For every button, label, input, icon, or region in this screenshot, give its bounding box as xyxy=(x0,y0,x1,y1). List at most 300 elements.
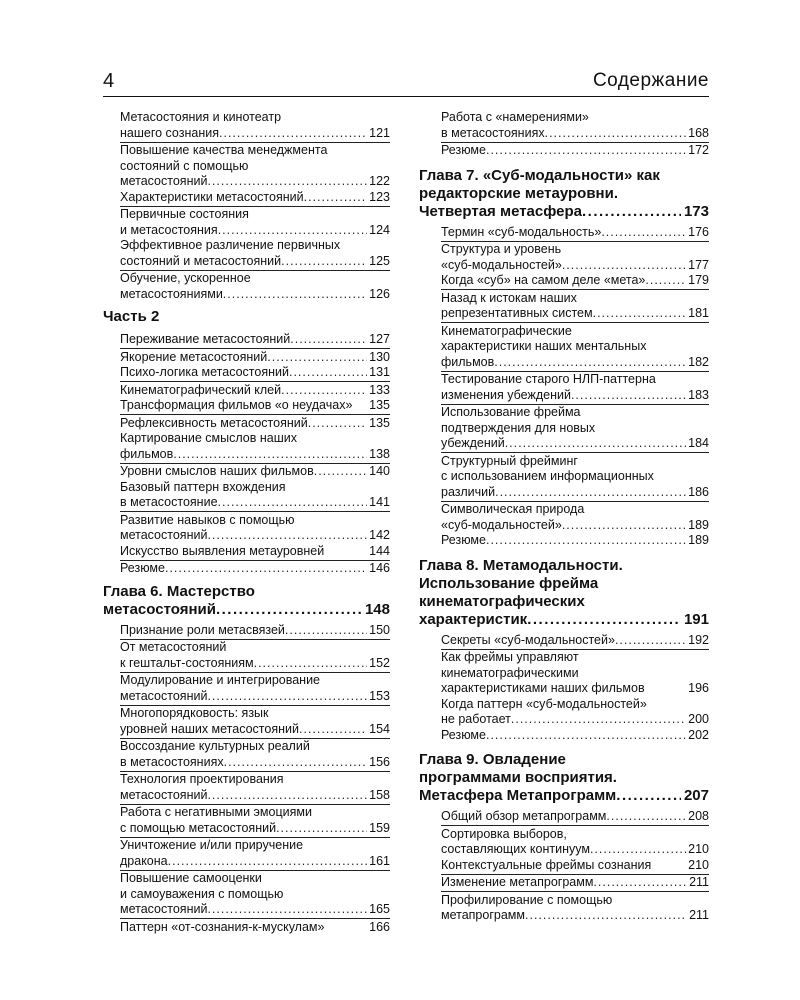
page-number-ref: 189 xyxy=(688,533,709,547)
entry-title-line: Контекстуальные фреймы сознания xyxy=(441,857,652,872)
toc-entry[interactable] xyxy=(103,739,390,770)
toc-entry[interactable] xyxy=(419,633,709,649)
entry-title-line: метасостояний xyxy=(120,688,208,703)
chapter-last-line xyxy=(419,787,709,805)
toc-entry[interactable] xyxy=(103,513,390,544)
page-number-ref: 168 xyxy=(688,125,709,140)
entry-last-line xyxy=(120,854,390,870)
toc-entry[interactable] xyxy=(419,372,709,403)
chapter-title-line: характеристик xyxy=(419,610,528,628)
page-number-ref: 172 xyxy=(688,143,709,157)
entry-title-line: не работает xyxy=(441,712,511,726)
entry-title-line: Характеристики метасостояний xyxy=(120,189,304,204)
chapter-title-line: Глава 6. Мастерство xyxy=(103,582,255,600)
page-number: 4 xyxy=(103,70,115,92)
entry-title-line: состояний с помощью xyxy=(120,158,249,173)
page-number-ref: 135 xyxy=(369,398,390,412)
entry-last-line xyxy=(441,875,709,891)
entry-last-line xyxy=(120,722,390,738)
toc-entry[interactable] xyxy=(419,827,709,858)
toc-entry[interactable] xyxy=(103,431,390,462)
chapter-last-line xyxy=(419,611,709,629)
toc-entry[interactable] xyxy=(419,809,709,825)
dot-leader xyxy=(299,722,367,738)
chapter-heading[interactable] xyxy=(419,167,709,221)
toc-entry[interactable] xyxy=(103,110,390,141)
entry-title-line: метасостояний xyxy=(120,787,208,802)
toc-entry[interactable] xyxy=(103,706,390,737)
chapter-last-line xyxy=(419,203,709,221)
chapter-title-line: программами восприятия. xyxy=(419,769,617,786)
entry-last-line xyxy=(120,464,390,480)
entry-title-line: в метасостояниях xyxy=(120,754,224,769)
entry-title-line: Модулирование и интегрирование xyxy=(120,673,321,687)
entry-last-line xyxy=(120,223,390,239)
entry-last-line xyxy=(120,495,390,511)
entry-title-line: Метасостояния и кинотеатр xyxy=(120,110,282,124)
page-number-ref: 140 xyxy=(369,464,390,478)
entry-title-line: Изменение метапрограмм xyxy=(441,875,594,889)
page-number-ref: 196 xyxy=(688,681,709,695)
page-number-ref: 138 xyxy=(369,446,390,461)
toc-entry[interactable] xyxy=(103,920,390,936)
page-number-ref: 156 xyxy=(369,754,390,769)
toc-entry[interactable] xyxy=(103,332,390,348)
part-heading: Часть 2 xyxy=(103,308,160,325)
toc-entry[interactable] xyxy=(103,190,390,206)
page-number-ref: 189 xyxy=(688,517,709,532)
page-number-ref: 177 xyxy=(688,257,709,272)
page-number-ref: 210 xyxy=(688,842,709,856)
toc-entry[interactable] xyxy=(419,143,709,159)
chapter-heading[interactable] xyxy=(419,751,709,805)
toc-entry[interactable] xyxy=(419,650,709,697)
dot-leader xyxy=(281,383,367,399)
dot-leader xyxy=(224,755,368,771)
toc-entry[interactable] xyxy=(419,697,709,728)
dot-leader xyxy=(207,689,367,705)
entry-title-line: Уничтожение и/или приручение xyxy=(120,838,304,852)
dot-leader xyxy=(606,809,686,825)
entry-last-line xyxy=(441,908,709,924)
page-number-ref: 208 xyxy=(688,809,709,823)
entry-title-line: Искусство выявления метауровней xyxy=(120,543,325,558)
entry-title-line: Когда паттерн «суб-модальностей» xyxy=(441,696,647,711)
entry-title-line: Базовый паттерн вхождения xyxy=(120,479,286,494)
page-number-ref: 141 xyxy=(369,495,390,509)
dot-leader xyxy=(304,190,368,206)
page-number-ref: 121 xyxy=(369,125,390,140)
entry-last-line xyxy=(120,656,390,672)
page-number-ref: 211 xyxy=(689,908,709,922)
dot-leader xyxy=(571,388,686,404)
entry-last-line xyxy=(120,126,390,142)
page-number-ref: 161 xyxy=(369,853,390,868)
entry-last-line xyxy=(441,225,709,241)
toc-entry[interactable] xyxy=(103,271,390,302)
entry-last-line xyxy=(120,350,390,366)
dot-leader xyxy=(276,821,367,837)
running-title: Содержание xyxy=(592,70,709,91)
toc-entry[interactable] xyxy=(103,673,390,704)
dot-leader xyxy=(207,788,367,804)
toc-entry[interactable] xyxy=(103,838,390,869)
entry-title-line: с использованием информационных xyxy=(441,469,654,483)
page-number-ref: 166 xyxy=(369,919,390,934)
entry-title-line: подтверждения для новых xyxy=(441,420,596,435)
dot-leader xyxy=(289,365,367,381)
entry-title-line: Использование фрейма xyxy=(441,405,581,419)
entry-last-line xyxy=(120,416,390,432)
entry-title-line: Рефлексивность метасостояний xyxy=(120,415,308,430)
page-number-ref: 200 xyxy=(688,712,709,726)
entry-last-line xyxy=(441,436,709,452)
dot-leader xyxy=(219,126,367,142)
dot-leader xyxy=(308,416,367,432)
toc-entry[interactable] xyxy=(419,858,709,874)
page-number-ref: 133 xyxy=(369,382,390,397)
entry-title-line: в метасостояние xyxy=(120,495,218,509)
entry-title-line: Признание роли метасвязей xyxy=(120,622,285,637)
entry-last-line xyxy=(120,398,390,414)
toc-entry[interactable] xyxy=(103,544,390,560)
entry-title-line: Повышение самооценки xyxy=(120,871,262,885)
toc-entry[interactable] xyxy=(103,805,390,836)
toc-entry[interactable] xyxy=(103,383,390,399)
entry-last-line xyxy=(441,518,709,534)
toc-entry[interactable] xyxy=(103,464,390,480)
toc-entry[interactable] xyxy=(103,207,390,238)
chapter-title-line: Четвертая метасфера xyxy=(419,202,583,220)
entry-last-line xyxy=(441,388,709,404)
entry-title-line: характеристиками наших фильмов xyxy=(441,681,645,695)
entry-title-line: Многопорядковость: язык xyxy=(120,706,269,720)
toc-entry[interactable] xyxy=(103,416,390,432)
page-number-ref: 184 xyxy=(688,436,709,450)
page-number-ref: 186 xyxy=(688,484,709,499)
entry-title-line: Кинематографический клей xyxy=(120,382,282,397)
dot-leader xyxy=(486,533,686,549)
entry-title-line: Сортировка выборов, xyxy=(441,826,567,841)
dot-leader xyxy=(511,712,686,728)
entry-last-line xyxy=(441,809,709,825)
entry-last-line xyxy=(120,528,390,544)
entry-last-line xyxy=(120,174,390,190)
toc-entry[interactable] xyxy=(103,871,390,918)
entry-title-line: Уровни смыслов наших фильмов xyxy=(120,464,314,478)
entry-last-line xyxy=(120,383,390,399)
toc-entry[interactable] xyxy=(103,623,390,639)
entry-title-line: к гештальт-состояниям xyxy=(120,655,254,670)
entry-last-line xyxy=(120,254,390,270)
page-number-ref: 182 xyxy=(688,354,709,369)
page-number-ref: 127 xyxy=(369,332,390,346)
dot-leader xyxy=(562,518,686,534)
page-number-ref: 152 xyxy=(369,655,390,670)
toc-entry[interactable] xyxy=(419,728,709,744)
toc-entry[interactable] xyxy=(419,502,709,533)
entry-last-line xyxy=(441,533,709,549)
entry-title-line: с помощью метасостояний xyxy=(120,820,277,835)
entry-last-line xyxy=(120,190,390,206)
entry-title-line: Резюме xyxy=(120,561,165,575)
page-number-ref: 154 xyxy=(369,721,390,736)
entry-title-line: Работа с негативными эмоциями xyxy=(120,805,312,819)
toc-left-column xyxy=(103,110,390,935)
page-number-ref: 192 xyxy=(688,632,709,647)
entry-title-line: Якорение метасостояний xyxy=(120,349,268,364)
dot-leader xyxy=(593,306,687,322)
entry-last-line xyxy=(120,365,390,381)
entry-title-line: Термин «суб-модальность» xyxy=(441,224,602,239)
entry-title-line: Психо-логика метасостояний xyxy=(120,365,289,379)
entry-title-line: состояний и метасостояний xyxy=(120,253,282,268)
page-number-ref: 124 xyxy=(369,222,390,237)
page-number-ref: 173 xyxy=(683,202,709,220)
entry-title-line: Структурный фрейминг xyxy=(441,453,578,468)
entry-last-line xyxy=(120,623,390,639)
dot-leader xyxy=(173,447,367,463)
chapter-last-line xyxy=(103,601,390,619)
entry-last-line xyxy=(120,920,390,936)
entry-title-line: различий xyxy=(441,484,496,499)
entry-title-line: метапрограмм xyxy=(441,908,525,922)
entry-title-line: нашего сознания xyxy=(120,125,219,140)
entry-title-line: и метасостояния xyxy=(120,222,218,237)
entry-title-line: Первичные состояния xyxy=(120,207,249,221)
entry-last-line xyxy=(120,561,390,577)
toc-entry[interactable] xyxy=(419,454,709,501)
dot-leader xyxy=(207,902,367,918)
entry-title-line: Резюме xyxy=(441,533,486,547)
entry-title-line: Профилирование с помощью xyxy=(441,892,613,907)
dot-leader xyxy=(562,258,686,274)
entry-title-line: метасостояний xyxy=(120,528,208,542)
entry-title-line: дракона xyxy=(120,853,168,868)
dot-leader xyxy=(216,601,362,619)
toc-entry[interactable] xyxy=(103,398,390,414)
entry-title-line: Работа с «намерениями» xyxy=(441,110,589,124)
page-number-ref: 176 xyxy=(688,224,709,239)
entry-last-line xyxy=(441,681,709,697)
dot-leader xyxy=(285,623,367,639)
entry-title-line: характеристики наших ментальных xyxy=(441,339,647,353)
entry-title-line: Трансформация фильмов «о неудачах» xyxy=(120,398,353,412)
entry-title-line: метасостояний xyxy=(120,902,208,916)
dot-leader xyxy=(616,787,681,805)
entry-title-line: Структура и уровень xyxy=(441,242,562,256)
dot-leader xyxy=(254,656,368,672)
dot-leader xyxy=(223,287,367,303)
entry-last-line xyxy=(120,332,390,348)
page-number-ref: 158 xyxy=(369,787,390,802)
entry-title-line: и самоуважения с помощью xyxy=(120,886,284,901)
entry-title-line: составляющих континуум xyxy=(441,842,590,856)
page-number-ref: 207 xyxy=(683,787,709,804)
toc-entry[interactable] xyxy=(103,480,390,511)
entry-title-line: Когда «суб» на самом деле «мета» xyxy=(441,273,646,287)
entry-title-line: Воссоздание культурных реалий xyxy=(120,739,310,753)
page-number-ref: 135 xyxy=(369,415,390,430)
entry-last-line xyxy=(441,728,709,744)
toc-entry[interactable] xyxy=(419,533,709,549)
dot-leader xyxy=(494,355,686,371)
page-number-ref: 210 xyxy=(688,857,709,872)
dot-leader xyxy=(525,908,687,924)
page-number-ref: 125 xyxy=(369,253,390,268)
entry-last-line xyxy=(120,689,390,705)
entry-title-line: Секреты «суб-модальностей» xyxy=(441,632,615,647)
toc-entry[interactable] xyxy=(103,772,390,803)
entry-title-line: Обучение, ускоренное xyxy=(120,271,251,285)
entry-title-line: убеждений xyxy=(441,436,505,450)
entry-last-line xyxy=(441,306,709,322)
page-number-ref: 165 xyxy=(369,902,390,916)
toc-entry[interactable] xyxy=(419,324,709,371)
entry-title-line: изменения убеждений xyxy=(441,387,571,402)
entry-title-line: Назад к истокам наших xyxy=(441,290,577,305)
entry-last-line xyxy=(441,842,709,858)
dot-leader xyxy=(207,528,367,544)
entry-last-line xyxy=(120,755,390,771)
toc-entry[interactable] xyxy=(419,893,709,924)
entry-title-line: метасостояниями xyxy=(120,286,223,301)
page-number-ref: 122 xyxy=(369,174,390,188)
chapter-heading[interactable] xyxy=(103,583,390,619)
dot-leader xyxy=(267,350,367,366)
entry-last-line xyxy=(441,858,709,874)
toc-entry[interactable] xyxy=(419,273,709,289)
page-number-ref: 144 xyxy=(369,543,390,558)
page-number-ref: 131 xyxy=(369,365,390,379)
entry-title-line: Развитие навыков с помощью xyxy=(120,512,295,527)
entry-title-line: репрезентативных систем xyxy=(441,306,593,320)
page-number-ref: 123 xyxy=(369,189,390,204)
page-number-ref: 191 xyxy=(683,610,709,628)
entry-last-line xyxy=(120,788,390,804)
dot-leader xyxy=(218,495,368,511)
chapter-title-line: Метасфера Метапрограмм xyxy=(419,787,617,804)
entry-title-line: уровней наших метасостояний xyxy=(120,721,299,736)
dot-leader xyxy=(601,225,686,241)
toc-entry[interactable] xyxy=(419,405,709,452)
entry-last-line xyxy=(441,143,709,159)
page-number-ref: 126 xyxy=(369,286,390,301)
dot-leader xyxy=(590,842,686,858)
entry-title-line: Технология проектирования xyxy=(120,772,284,786)
entry-title-line: Паттерн «от-сознания-к-мускулам» xyxy=(120,919,325,934)
entry-title-line: Картирование смыслов наших xyxy=(120,431,297,445)
chapter-heading[interactable] xyxy=(419,557,709,629)
page-number-ref: 202 xyxy=(688,727,709,742)
entry-last-line xyxy=(120,447,390,463)
page-number-ref: 148 xyxy=(364,600,390,618)
chapter-title-line: кинематографических xyxy=(419,592,585,610)
toc-entry[interactable] xyxy=(103,238,390,269)
entry-title-line: фильмов xyxy=(120,446,174,461)
toc-entry[interactable] xyxy=(103,365,390,381)
entry-title-line: Как фреймы управляют xyxy=(441,650,579,664)
entry-last-line xyxy=(120,544,390,560)
dot-leader xyxy=(314,464,367,480)
toc-entry[interactable] xyxy=(419,242,709,273)
chapter-title-line: Глава 7. «Суб-модальности» как xyxy=(419,166,660,184)
entry-title-line: кинематографическими xyxy=(441,665,579,680)
toc-entry[interactable] xyxy=(103,561,390,577)
entry-title-line: Кинематографические xyxy=(441,323,572,338)
entry-title-line: «суб-модальностей» xyxy=(441,257,562,272)
dot-leader xyxy=(545,126,687,142)
dot-leader xyxy=(218,223,367,239)
page-number-ref: 179 xyxy=(688,273,709,287)
chapter-title-line: редакторские метауровни. xyxy=(419,184,618,202)
dot-leader xyxy=(165,561,367,577)
dot-leader xyxy=(168,854,368,870)
page-number-ref: 181 xyxy=(688,306,709,320)
toc-entry[interactable] xyxy=(103,143,390,190)
entry-title-line: Переживание метасостояний xyxy=(120,332,291,346)
entry-title-line: Повышение качества менеджмента xyxy=(120,143,328,157)
page-number-ref: 142 xyxy=(369,528,390,542)
entry-title-line: Тестирование старого НЛП-паттерна xyxy=(441,372,656,386)
dot-leader xyxy=(645,273,686,289)
page-number-ref: 146 xyxy=(369,561,390,575)
page-number-ref: 159 xyxy=(369,820,390,835)
chapter-title-line: Глава 8. Метамодальности. xyxy=(419,556,623,574)
entry-last-line xyxy=(120,287,390,303)
dot-leader xyxy=(505,436,686,452)
entry-last-line xyxy=(441,633,709,649)
entry-last-line xyxy=(441,355,709,371)
toc-entry[interactable] xyxy=(419,110,709,141)
entry-title-line: Резюме xyxy=(441,727,486,742)
entry-last-line xyxy=(441,273,709,289)
page-header xyxy=(103,68,709,94)
toc-entry[interactable] xyxy=(419,875,709,891)
page-number-ref: 211 xyxy=(689,875,709,889)
dot-leader xyxy=(615,633,686,649)
entry-title-line: «суб-модальностей» xyxy=(441,517,562,532)
dot-leader xyxy=(207,174,367,190)
entry-title-line: в метасостояниях xyxy=(441,125,545,140)
dot-leader xyxy=(486,728,686,744)
entry-title-line: Общий обзор метапрограмм xyxy=(441,809,607,823)
entry-title-line: Символическая природа xyxy=(441,502,585,516)
toc-entry[interactable] xyxy=(419,225,709,241)
header-rule xyxy=(103,96,709,97)
chapter-title-line: Глава 9. Овладение xyxy=(419,751,566,768)
entry-last-line xyxy=(120,902,390,918)
entry-last-line xyxy=(120,821,390,837)
dot-leader xyxy=(290,332,367,348)
dot-leader xyxy=(527,611,681,629)
dot-leader xyxy=(486,143,686,159)
entry-title-line: фильмов xyxy=(441,354,495,369)
toc-entry[interactable] xyxy=(419,291,709,322)
entry-title-line: От метасостояний xyxy=(120,640,227,654)
page-number-ref: 183 xyxy=(688,387,709,402)
toc-entry[interactable] xyxy=(103,350,390,366)
entry-last-line xyxy=(441,126,709,142)
chapter-title-line: Использование фрейма xyxy=(419,574,599,592)
entry-title-line: метасостояний xyxy=(120,174,208,188)
entry-last-line xyxy=(441,485,709,501)
toc-entry[interactable] xyxy=(103,640,390,671)
toc-right-column xyxy=(419,110,709,924)
entry-title-line: Резюме xyxy=(441,143,486,157)
dot-leader xyxy=(281,254,367,270)
entry-last-line xyxy=(441,712,709,728)
